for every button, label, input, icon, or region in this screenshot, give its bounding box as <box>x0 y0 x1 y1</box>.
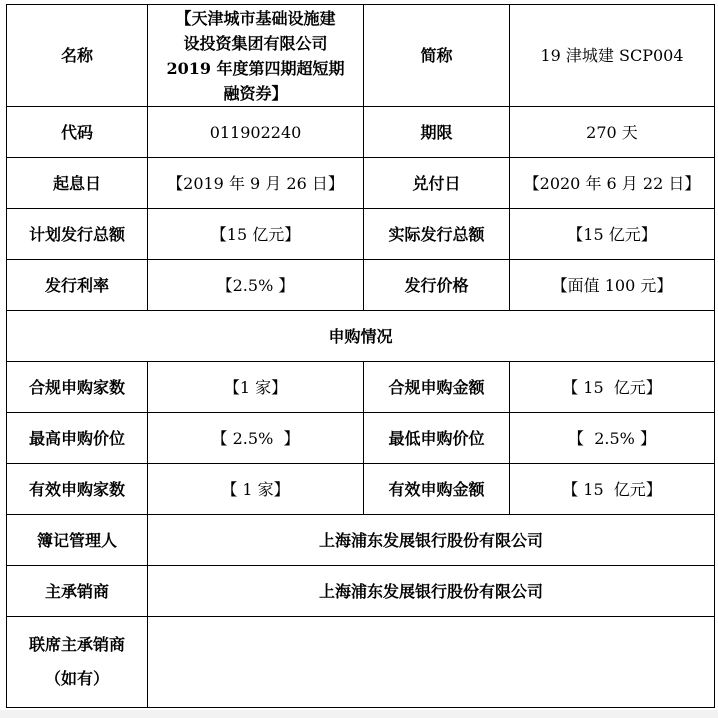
bottom-strip <box>0 710 718 718</box>
table-row <box>7 209 715 260</box>
actual-amount-value: 【15 亿元】 <box>510 209 715 260</box>
effective-amount-label: 有效申购金额 <box>364 464 510 515</box>
price-label: 发行价格 <box>364 260 510 311</box>
compliant-amount-label: 合规申购金额 <box>364 362 510 413</box>
code-value: 011902240 <box>148 107 364 158</box>
bond-name-line: 【天津城市基础设施建 <box>175 8 336 28</box>
pay-date-value: 【2020 年 6 月 22 日】 <box>510 158 715 209</box>
table-row <box>7 107 715 158</box>
joint-underwriter-value <box>148 617 715 708</box>
compliant-count-value: 【1 家】 <box>148 362 364 413</box>
term-label: 期限 <box>364 107 510 158</box>
section-title: 申购情况 <box>7 311 715 362</box>
bond-name-line: 设投资集团有限公司 <box>183 33 328 53</box>
start-date-value: 【2019 年 9 月 26 日】 <box>148 158 364 209</box>
bookrunner-label: 簿记管理人 <box>7 515 148 566</box>
joint-underwriter-label-note: （如有） <box>44 669 109 688</box>
term-value: 270 天 <box>510 107 715 158</box>
min-price-label: 最低申购价位 <box>364 413 510 464</box>
table-row <box>7 566 715 617</box>
table-row <box>7 362 715 413</box>
joint-underwriter-label <box>7 617 148 708</box>
name-label: 名称 <box>7 5 148 107</box>
table-row <box>7 413 715 464</box>
rate-label: 发行利率 <box>7 260 148 311</box>
start-date-label: 起息日 <box>7 158 148 209</box>
short-name-value: 19 津城建 SCP004 <box>510 5 715 107</box>
planned-amount-value: 【15 亿元】 <box>148 209 364 260</box>
bond-name-line: 2019 年度第四期超短期 <box>166 58 345 78</box>
compliant-amount-value: 【 15 亿元】 <box>510 362 715 413</box>
rate-value: 【2.5% 】 <box>148 260 364 311</box>
table-row <box>7 464 715 515</box>
bond-full-name <box>148 5 364 107</box>
min-price-value: 【 2.5% 】 <box>510 413 715 464</box>
pay-date-label: 兑付日 <box>364 158 510 209</box>
bond-issuance-table <box>6 4 715 708</box>
planned-amount-label: 计划发行总额 <box>7 209 148 260</box>
effective-count-label: 有效申购家数 <box>7 464 148 515</box>
bond-name-line: 融资券】 <box>223 83 288 103</box>
table-row <box>7 260 715 311</box>
effective-count-value: 【 1 家】 <box>148 464 364 515</box>
short-name-label: 简称 <box>364 5 510 107</box>
table-row <box>7 311 715 362</box>
effective-amount-value: 【 15 亿元】 <box>510 464 715 515</box>
table-row <box>7 158 715 209</box>
price-value: 【面值 100 元】 <box>510 260 715 311</box>
code-label: 代码 <box>7 107 148 158</box>
max-price-label: 最高申购价位 <box>7 413 148 464</box>
underwriter-label: 主承销商 <box>7 566 148 617</box>
max-price-value: 【 2.5% 】 <box>148 413 364 464</box>
table-row <box>7 5 715 107</box>
joint-underwriter-label-line: 联席主承销商 <box>28 635 125 654</box>
actual-amount-label: 实际发行总额 <box>364 209 510 260</box>
compliant-count-label: 合规申购家数 <box>7 362 148 413</box>
table-row <box>7 515 715 566</box>
table-row <box>7 617 715 708</box>
underwriter-value: 上海浦东发展银行股份有限公司 <box>148 566 715 617</box>
bookrunner-value: 上海浦东发展银行股份有限公司 <box>148 515 715 566</box>
